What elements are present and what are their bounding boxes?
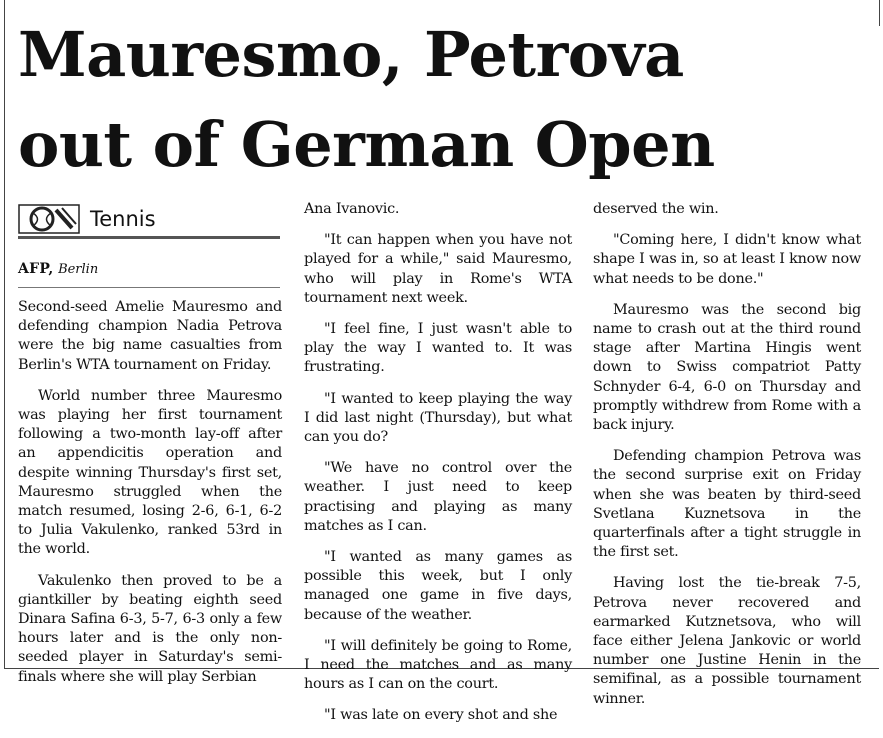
paragraph: "I wanted as many games as possible this week, but I only managed one game in five days, because of the weather. <box>304 549 572 623</box>
byline-place: Berlin <box>58 262 99 277</box>
section-rule <box>18 236 280 239</box>
column-1 <box>18 298 282 699</box>
section-header <box>18 204 280 238</box>
section-label: Tennis <box>90 207 156 231</box>
column-2 <box>304 200 572 738</box>
paragraph: "I will definitely be going to Rome, I need the matches and as many hours as I can on the court. <box>304 637 572 693</box>
byline-rule <box>18 287 280 288</box>
paragraph: "Coming here, I didn't know what shape I was in, so at least I know now what needs to be done." <box>593 232 861 287</box>
left-border-rule <box>4 0 5 668</box>
paragraph: Ana Ivanovic. <box>304 201 400 217</box>
right-border-rule <box>879 0 880 26</box>
paragraph: Second-seed Amelie Mauresmo and defending champion Nadia Petrova were the big name casualties from Berlin's WTA tournament on Friday. <box>18 299 282 373</box>
tennis-ball-racket-icon <box>18 204 80 234</box>
paragraph: "We have no control over the weather. I just need to keep practising and playing as many matches as I can. <box>304 460 572 534</box>
paragraph: "I was late on every shot and she <box>324 707 558 724</box>
paragraph: World number three Mauresmo was playing her first tournament following a two-month lay-off after an appendicitis operation and despite winning Thursday's first set, Mauresmo struggled when the match resumed, losing 2-6, 6-1, 6-2 to Julia Vakulenko, ranked 53rd in the world. <box>18 387 282 558</box>
headline-line-1: Mauresmo, Petrova <box>18 18 684 91</box>
paragraph: Mauresmo was the second big name to crash out at the third round stage after Martina Hingis went down to Swiss compatriot Patty Schnyder 6-4, 6-0 on Thursday and promptly withdrew from Rome with a back injury. <box>593 301 861 434</box>
paragraph: "It can happen when you have not played for a while," said Mauresmo, who will play in Rome's WTA tournament next week. <box>304 232 572 306</box>
column-3 <box>593 200 861 721</box>
headline <box>18 10 878 190</box>
paragraph: "I wanted to keep playing the way I did last night (Thursday), but what can you do? <box>304 390 572 446</box>
paragraph: "I feel fine, I just wasn't able to play the way I wanted to. It was frustrating. <box>304 321 572 376</box>
byline-agency: AFP, <box>18 261 54 277</box>
paragraph: Having lost the tie-break 7-5, Petrova never recovered and earmarked Kutznetsova, who will face either Jelena Jankovic or world number one Justine Henin in the semifinal, as a possible tournament winner. <box>593 575 861 707</box>
headline-line-2: out of German Open <box>18 108 715 181</box>
paragraph: Defending champion Petrova was the second surprise exit on Friday when she was beaten by third-seed Svetlana Kuznetsova in the quarterfinals after a tight struggle in the first set. <box>593 448 861 561</box>
byline <box>18 259 98 280</box>
paragraph: deserved the win. <box>593 201 719 217</box>
paragraph: Vakulenko then proved to be a giantkiller by beating eighth seed Dinara Safina 6-3, 5-7, 6-3 only a few hours later and is the only non-seeded player in Saturday's semi-finals where she will play Serbian <box>18 572 282 685</box>
